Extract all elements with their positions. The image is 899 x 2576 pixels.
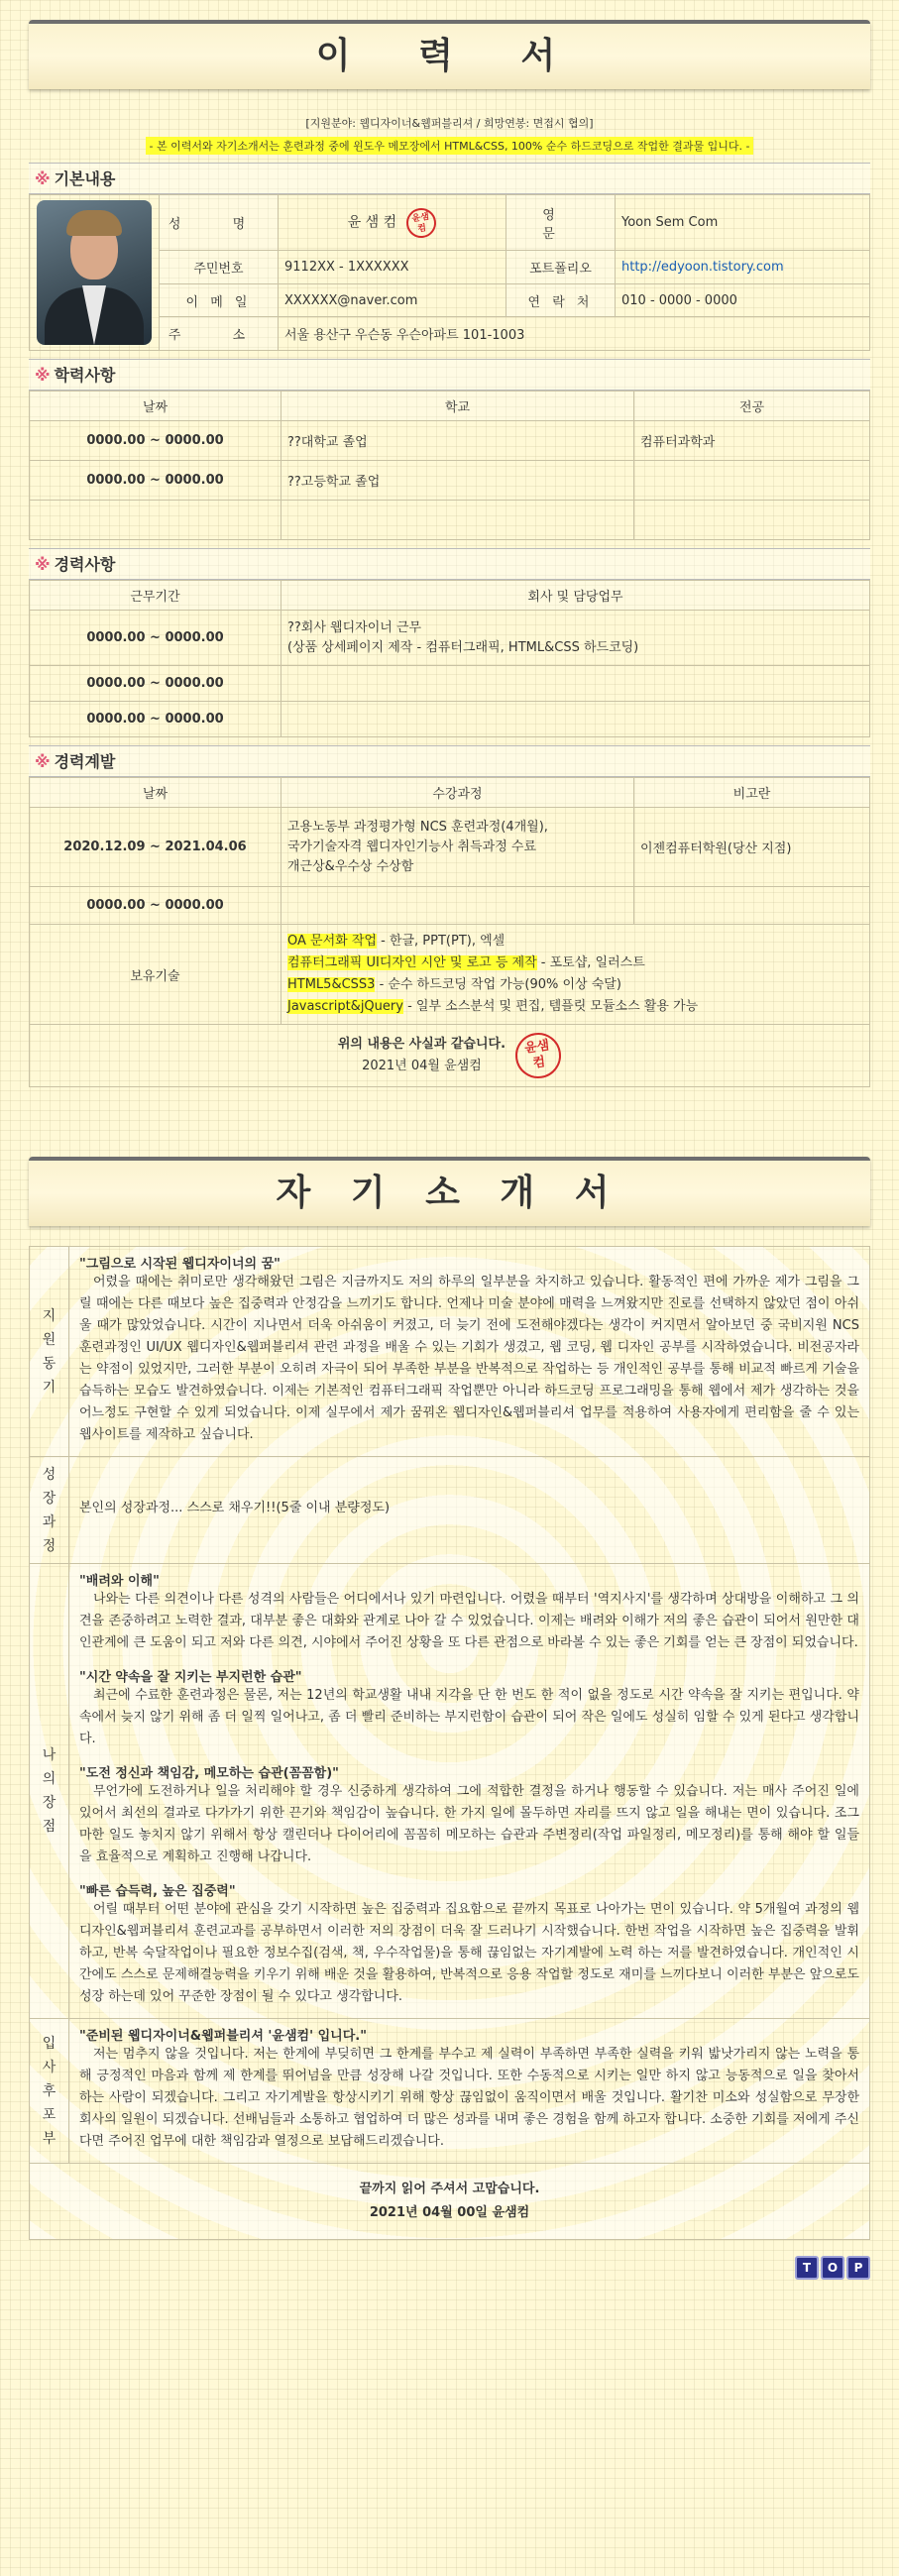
- portfolio-link[interactable]: http://edyoon.tistory.com: [621, 260, 784, 276]
- edu-school: ??대학교 졸업: [281, 421, 634, 461]
- closing-line2: 2021년 04월 00일 윤샘컴: [369, 2205, 530, 2220]
- intro-section-body: [69, 1564, 870, 2019]
- section-education-heading: [29, 359, 870, 391]
- page: [29, 20, 870, 2280]
- edu-major: 컴퓨터과학과: [634, 421, 870, 461]
- top-button-o[interactable]: O: [821, 2256, 844, 2280]
- name-cell: [279, 195, 506, 251]
- career-desc: [281, 611, 870, 666]
- intro-section-body: [69, 2019, 870, 2164]
- essay-heading: "빠른 습득력, 높은 집중력": [79, 1884, 236, 1899]
- table-row: [30, 702, 870, 737]
- intro-section-growth: [30, 1457, 870, 1564]
- closing-row: [30, 2164, 870, 2240]
- career-date: 0000.00 ~ 0000.00: [30, 666, 281, 702]
- asterisk-icon: ※: [35, 169, 51, 188]
- top-button-group: [29, 2256, 870, 2280]
- section-basic-label: 기본내용: [54, 169, 116, 188]
- resume-subtitle: [지원분야: 웹디자이너&웹퍼블리셔 / 희망연봉: 면접시 협의]: [305, 117, 594, 130]
- career-date: 0000.00 ~ 0000.00: [30, 702, 281, 737]
- dev-date: 0000.00 ~ 0000.00: [30, 887, 281, 925]
- table-row: [30, 611, 870, 666]
- profile-photo: [37, 200, 152, 345]
- portfolio-label: 포트폴리오: [506, 251, 616, 284]
- section-development-label: 경력계발: [54, 752, 116, 771]
- intro-section-label: 나 의 장 점: [30, 1564, 69, 2019]
- dev-course-line: 고용노동부 과정평가형 NCS 훈련과정(4개월),: [287, 819, 548, 835]
- table-row: [30, 501, 870, 540]
- id-value: 9112XX - 1XXXXXX: [279, 251, 506, 284]
- top-button-t[interactable]: T: [795, 2256, 819, 2280]
- intro-section-motivation: [30, 1247, 870, 1457]
- skill-item: [287, 931, 863, 952]
- dev-note: [634, 887, 870, 925]
- declaration-line1: 위의 내용은 사실과 같습니다.: [337, 1037, 506, 1052]
- edu-school: [281, 501, 634, 540]
- essay-paragraph: 본인의 성장과정... 스스로 채우기!!(5줄 이내 분량정도): [79, 1500, 391, 1515]
- edu-major: [634, 461, 870, 501]
- intro-title: 자 기 소 개 서: [29, 1157, 870, 1226]
- table-row: [30, 808, 870, 887]
- section-basic-heading: [29, 163, 870, 194]
- essay-heading: "준비된 웹디자이너&웹퍼블리셔 '윤샘컴' 입니다.": [79, 2029, 367, 2044]
- skill-detail: - 포토샵, 일러스트: [536, 955, 645, 970]
- edu-date: 0000.00 ~ 0000.00: [30, 421, 281, 461]
- name-label: 성 명: [160, 195, 279, 251]
- notice-banner: - 본 이력서와 자기소개서는 훈련과정 중에 윈도우 메모장에서 HTML&CSS, 100% 순수 하드코딩으로 작업한 결과물 입니다. -: [146, 137, 754, 155]
- skill-item: [287, 996, 863, 1018]
- section-career-label: 경력사항: [54, 555, 116, 574]
- dev-course: [281, 887, 634, 925]
- asterisk-icon: ※: [35, 752, 51, 771]
- dev-date: 2020.12.09 ~ 2021.04.06: [30, 808, 281, 887]
- dev-header-date: 날짜: [30, 778, 281, 808]
- id-label: 주민번호: [160, 251, 279, 284]
- essay-paragraph: 무언가에 도전하거나 일을 처리해야 할 경우 신중하게 생각하여 그에 적합한 결정을 하거나 행동할 수 있습니다. 저는 매사 주어진 일에 있어서 최선의 결과로 다가가기 위한 끈기와 책임감이 높습니다. 한 가지 일에 몰두하면 자리를 뜨지 않고 일을 해내는 면이 있습니다. 조그마한 일도 놓치지 않기 위해서 항상 캘린더나 다이어리에 꼼꼼히 메모하는 습관과 주변정리(작업 파일정리, 메모정리)를 통해 해야 할 일들을 효율적으로 계획하고 진행해 나갑니다.: [79, 1784, 859, 1864]
- seal-stamp: 윤샘 컴: [404, 206, 438, 240]
- basic-info-table: [29, 194, 870, 351]
- english-name-value: Yoon Sem Com: [616, 195, 870, 251]
- dev-note: 이젠컴퓨터학원(당산 지점): [634, 808, 870, 887]
- edu-major: [634, 501, 870, 540]
- address-label: 주 소: [160, 317, 279, 351]
- table-row: [30, 666, 870, 702]
- intro-section-strengths: [30, 1564, 870, 2019]
- email-value: XXXXXX@naver.com: [279, 283, 506, 317]
- section-education-label: 학력사항: [54, 366, 116, 385]
- skill-highlight: OA 문서화 작업: [287, 934, 377, 949]
- essay-heading: "도전 정신과 책임감, 메모하는 습관(꼼꼼함)": [79, 1766, 339, 1781]
- table-row: [30, 887, 870, 925]
- skill-highlight: HTML5&CSS3: [287, 977, 376, 992]
- essay-heading: "배려와 이해": [79, 1574, 160, 1589]
- edu-header-major: 전공: [634, 392, 870, 421]
- intro-box: [29, 1246, 870, 2240]
- career-desc: [281, 666, 870, 702]
- career-desc: [281, 702, 870, 737]
- skill-detail: - 일부 소스분석 및 편집, 템플릿 모듈소스 활용 가능: [402, 999, 699, 1014]
- dev-course: [281, 808, 634, 887]
- dev-header-note: 비고란: [634, 778, 870, 808]
- skills-list: [281, 925, 870, 1025]
- skill-item: [287, 974, 863, 996]
- intro-section-label: 지 원 동 기: [30, 1247, 69, 1457]
- section-development-heading: [29, 745, 870, 777]
- career-header-period: 근무기간: [30, 581, 281, 611]
- closing-line1: 끝까지 읽어 주셔서 고맙습니다.: [359, 2182, 540, 2196]
- edu-header-date: 날짜: [30, 392, 281, 421]
- table-row: [30, 461, 870, 501]
- development-table: [29, 777, 870, 1087]
- asterisk-icon: ※: [35, 555, 51, 574]
- career-table: [29, 580, 870, 737]
- essay-paragraph: 나와는 다른 의견이나 다른 성격의 사람들은 어디에서나 있기 마련입니다. 어렸을 때부터 '역지사지'를 생각하며 상대방을 이해하고 그 의견을 존중하려고 노력한 결과, 대부분 좋은 대화와 관계로 나아 갈 수 있었습니다. 이제는 배려와 이해가 저의 좋은 습관이 되어서 원만한 대인관계에 큰 도움이 되고 저와 다른 의견, 시야에서 주어진 상황을 또 다른 관점으로 바라볼 수 있는 좋은 기회를 얻는 큰 장점이 되었습니다.: [79, 1592, 859, 1650]
- english-name-label: 영 문: [506, 195, 616, 251]
- skill-item: [287, 952, 863, 974]
- top-button-p[interactable]: P: [846, 2256, 870, 2280]
- career-desc-line: ??회사 웹디자이너 근무: [287, 619, 422, 635]
- email-label: 이 메 일: [160, 283, 279, 317]
- edu-date: 0000.00 ~ 0000.00: [30, 461, 281, 501]
- photo-cell: [30, 195, 160, 351]
- dev-header-course: 수강과정: [281, 778, 634, 808]
- intro-section-body: [69, 1247, 870, 1457]
- essay-paragraph: 최근에 수료한 훈련과정은 물론, 저는 12년의 학교생활 내내 지각을 단 한 번도 한 적이 없을 정도로 시간 약속을 잘 지키는 편입니다. 약속에서 늦지 않기 위해 좀 더 일찍 일어나고, 좀 더 빨리 준비하는 부지런함이 습관이 되어 작은 일에도 성실히 임할 수 있게 된다고 생각합니다.: [79, 1688, 859, 1746]
- skill-highlight: 컴퓨터그래픽 UI디자인 시안 및 로고 등 제작: [287, 955, 537, 970]
- asterisk-icon: ※: [35, 366, 51, 385]
- phone-label: 연 락 처: [506, 283, 616, 317]
- essay-paragraph: 어렸을 때에는 취미로만 생각해왔던 그림은 지금까지도 저의 하루의 일부분을 차지하고 있습니다. 활동적인 편에 가까운 제가 그림을 그릴 때에는 다른 때보다 높은 집중력과 안정감을 느끼기도 합니다. 언제나 미술 분야에 매력을 느껴왔지만 진로를 선택하지 않았던 점이 아쉬울 때가 많았었습니다. 시간이 지나면서 더욱 아쉬움이 커졌고, 더 늦기 전에 도전해야겠다는 생각이 커지면서 알아보던 중 국비지원 NCS 훈련과정인 UI/UX 웹디자인&웹퍼블리셔 관련 과정을 배울 수 있는 기회가 생겼고, 웹 코딩, 웹 디자인 공부를 시작하였습니다. 비전공자라는 약점이 있었지만, 그러한 부분이 오히려 자극이 되어 부족한 부분을 반복적으로 작업하는 등 개인적인 공부를 통해 비교적 빠르게 기술을 습득하는 모습도 발견하였습니다. 이제는 기본적인 컴퓨터그래픽 작업뿐만 아니라 하드코딩 프로그래밍을 통해 웹에서 제가 생각하는 것을 어느정도 구현할 수 있게 되었습니다. 이제 실무에서 제가 꿈꿔온 웹디자인&웹퍼블리셔 업무를 적용하여 사용자에게 편리함을 줄 수 있는 웹사이트를 제작하고 싶습니다.: [79, 1275, 859, 1442]
- section-career-heading: [29, 548, 870, 580]
- career-desc-line: (상품 상세페이지 제작 - 컴퓨터그래픽, HTML&CSS 하드코딩): [287, 639, 639, 655]
- phone-value: 010 - 0000 - 0000: [616, 283, 870, 317]
- skills-row: [30, 925, 870, 1025]
- skills-label: 보유기술: [30, 925, 281, 1025]
- career-header-company: 회사 및 담당업무: [281, 581, 870, 611]
- edu-date: [30, 501, 281, 540]
- edu-school: ??고등학교 졸업: [281, 461, 634, 501]
- education-table: [29, 391, 870, 540]
- declaration-row: [30, 1025, 870, 1087]
- name-value: 윤 샘 컴: [347, 214, 397, 231]
- portfolio-cell: [616, 251, 870, 284]
- address-value: 서울 용산구 우슨동 우슨아파트 101-1003: [279, 317, 870, 351]
- essay-heading: "그림으로 시작된 웹디자이너의 꿈": [79, 1257, 281, 1272]
- intro-section-label: 입 사 후 포 부: [30, 2019, 69, 2164]
- edu-header-school: 학교: [281, 392, 634, 421]
- skill-detail: - 한글, PPT(PT), 엑셀: [376, 934, 506, 949]
- declaration-line2: 2021년 04월 윤샘컴: [362, 1059, 482, 1073]
- seal-stamp: 윤샘 컴: [512, 1030, 564, 1081]
- dev-course-line: 개근상&우수상 수상함: [287, 858, 414, 874]
- essay-paragraph: 어릴 때부터 어떤 분야에 관심을 갖기 시작하면 높은 집중력과 집요함으로 끝까지 목표로 나아가는 면이 있습니다. 약 5개월여 과정의 웹디자인&웹퍼블리셔 훈련교과를 공부하면서 이러한 저의 장점이 더욱 잘 드러나기 시작했습니다. 한번 작업을 시작하면 높은 집중력을 발휘하고, 반복 숙달작업이나 필요한 정보수집(검색, 책, 우수작업물)을 통해 끊임없는 자기계발에 노력 하는 저를 발견하였습니다. 개인적인 시간에도 스스로 문제해결능력을 키우기 위해 배운 것을 활용하여, 반복적으로 응용 작업할 정도로 재미를 느끼다보니 이러한 부분은 앞으로도 성장 하는데 있어 꾸준한 장점이 될 수 있다고 생각합니다.: [79, 1902, 859, 2004]
- skill-highlight: Javascript&jQuery: [287, 999, 403, 1014]
- essay-paragraph: 저는 멈추지 않을 것입니다. 저는 한계에 부딪히면 그 한계를 부수고 제 실력이 부족하면 부족한 실력을 키워 밟낫가리지 않는 노력을 통해 긍정적인 마음과 함께 제 한계를 뛰어넘을 만큼 성장해 나갈 것입니다. 또한 수동적으로 시키는 일만 하지 않고 능동적으로 일을 찾아서 하는 사람이 되겠습니다. 그리고 자기계발을 항상시키기 위해 항상 끊임없이 움직이면서 배울 것입니다. 활기찬 미소와 성실함으로 무장한 회사의 일원이 되겠습니다. 선배님들과 소통하고 협업하여 더 많은 성과를 내며 좋은 경험을 함께 하고자 합니다. 소중한 기회를 저에게 주신다면 주어진 업무에 대한 책임감과 열정으로 보답해드리겠습니다.: [79, 2047, 859, 2149]
- declaration: [30, 1025, 870, 1087]
- career-date: 0000.00 ~ 0000.00: [30, 611, 281, 666]
- dev-course-line: 국가기술자격 웹디자인기능사 취득과정 수료: [287, 839, 536, 854]
- intro-section-label: 성 장 과 정: [30, 1457, 69, 1564]
- table-row: [30, 421, 870, 461]
- skill-detail: - 순수 하드코딩 작업 가능(90% 이상 숙달): [375, 977, 621, 992]
- resume-title: 이 력 서: [29, 20, 870, 89]
- intro-section-aspiration: [30, 2019, 870, 2164]
- intro-table: [29, 1246, 870, 2240]
- essay-heading: "시간 약속을 잘 지키는 부지런한 습관": [79, 1670, 302, 1685]
- closing: [30, 2164, 870, 2240]
- intro-section-body: [69, 1457, 870, 1564]
